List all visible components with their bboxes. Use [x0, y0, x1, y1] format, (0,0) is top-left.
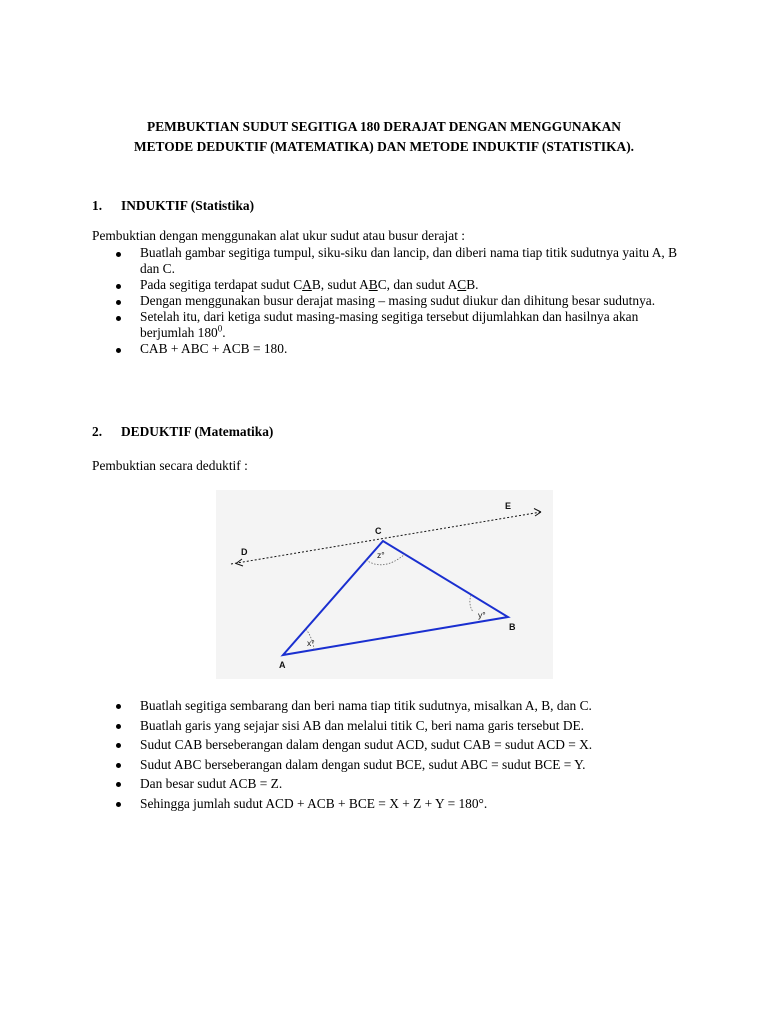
list-item	[113, 341, 683, 357]
triangle-diagram	[216, 490, 553, 679]
bullet-icon	[116, 316, 121, 321]
label-b: B	[509, 622, 516, 632]
section-1-title: INDUKTIF (Statistika)	[121, 198, 255, 213]
angle-arc-b	[470, 595, 473, 612]
list-item-text: Dan besar sudut ACB = Z.	[140, 776, 283, 792]
list-item-text: Sehingga jumlah sudut ACD + ACB + BCE = X + Z + Y = 180°.	[140, 795, 488, 811]
section-2-intro: Pembuktian secara deduktif :	[92, 458, 248, 473]
list-item	[113, 309, 683, 341]
bullet-icon	[116, 300, 121, 305]
label-e: E	[505, 501, 512, 511]
period: .	[222, 325, 226, 340]
section-2-heading	[92, 424, 273, 440]
document-title	[60, 117, 708, 157]
list-item-text: Setelah itu, dari ketiga sudut masing-masing segitiga tersebut dijumlahkan dan hasilnya akan berjumlah 180	[140, 309, 639, 340]
section-1-number: 1.	[92, 198, 103, 213]
angle-arc-c	[366, 554, 405, 565]
label-a: A	[279, 660, 286, 670]
section-1-heading	[92, 198, 254, 214]
list-item	[113, 696, 683, 716]
section-2-bullet-list	[113, 696, 683, 814]
list-item	[113, 794, 683, 814]
bullet-icon	[116, 284, 121, 289]
list-item-text: Buatlah segitiga sembarang dan beri nama tiap titik sudutnya, misalkan A, B, dan C.	[140, 698, 592, 713]
angle-label-y: y°	[478, 610, 486, 620]
section-1-intro: Pembuktian dengan menggunakan alat ukur sudut atau busur derajat :	[92, 228, 465, 243]
bullet-icon	[116, 802, 121, 807]
list-item	[113, 735, 683, 755]
title-line-1: PEMBUKTIAN SUDUT SEGITIGA 180 DERAJAT DENGAN MENGGUNAKAN	[147, 119, 621, 134]
list-item	[113, 716, 683, 736]
bullet-icon	[116, 724, 121, 729]
label-c: C	[375, 526, 382, 536]
bullet-icon	[116, 252, 121, 257]
triangle-abc	[283, 541, 508, 655]
angle-label-z: z°	[377, 550, 385, 560]
title-line-2: METODE DEDUKTIF (MATEMATIKA) DAN METODE INDUKTIF (STATISTIKA).	[133, 139, 635, 154]
list-item-text: CAB + ABC + ACB = 180.	[140, 341, 288, 356]
section-1-bullet-list	[113, 245, 683, 357]
list-item	[113, 245, 683, 277]
line-de	[231, 512, 541, 564]
list-item-text: Buatlah garis yang sejajar sisi AB dan melalui titik C, beri nama garis tersebut DE.	[140, 717, 585, 733]
list-item	[113, 774, 683, 794]
list-item	[113, 755, 683, 775]
angle-label-x: x°	[307, 638, 315, 648]
list-item	[113, 277, 683, 293]
bullet-icon	[116, 782, 121, 787]
bullet-icon	[116, 743, 121, 748]
list-item-text: Sudut ABC berseberangan dalam dengan sudut BCE, sudut ABC = sudut BCE = Y.	[140, 756, 586, 772]
superscript-zero: 0	[217, 323, 223, 334]
section-2-number: 2.	[92, 424, 103, 439]
list-item-text: Dengan menggunakan busur derajat masing – masing sudut diukur dan dihitung besar sudutnya.	[140, 293, 656, 308]
bullet-icon	[116, 704, 121, 709]
arrow-e-icon	[534, 509, 541, 517]
list-item	[113, 293, 683, 309]
label-d: D	[241, 547, 248, 557]
list-item-text: Pada segitiga terdapat sudut CAB, sudut ABC, dan sudut ACB.	[140, 277, 479, 292]
triangle-svg	[216, 490, 553, 679]
list-item-text: Buatlah gambar segitiga tumpul, siku-siku dan lancip, dan diberi nama tiap titik sudutnya yaitu A, B dan C.	[140, 245, 678, 276]
list-item-text: Sudut CAB berseberangan dalam dengan sudut ACD, sudut CAB = sudut ACD = X.	[140, 737, 593, 753]
bullet-icon	[116, 763, 121, 768]
bullet-icon	[116, 348, 121, 353]
section-2-title: DEDUKTIF (Matematika)	[121, 424, 274, 439]
